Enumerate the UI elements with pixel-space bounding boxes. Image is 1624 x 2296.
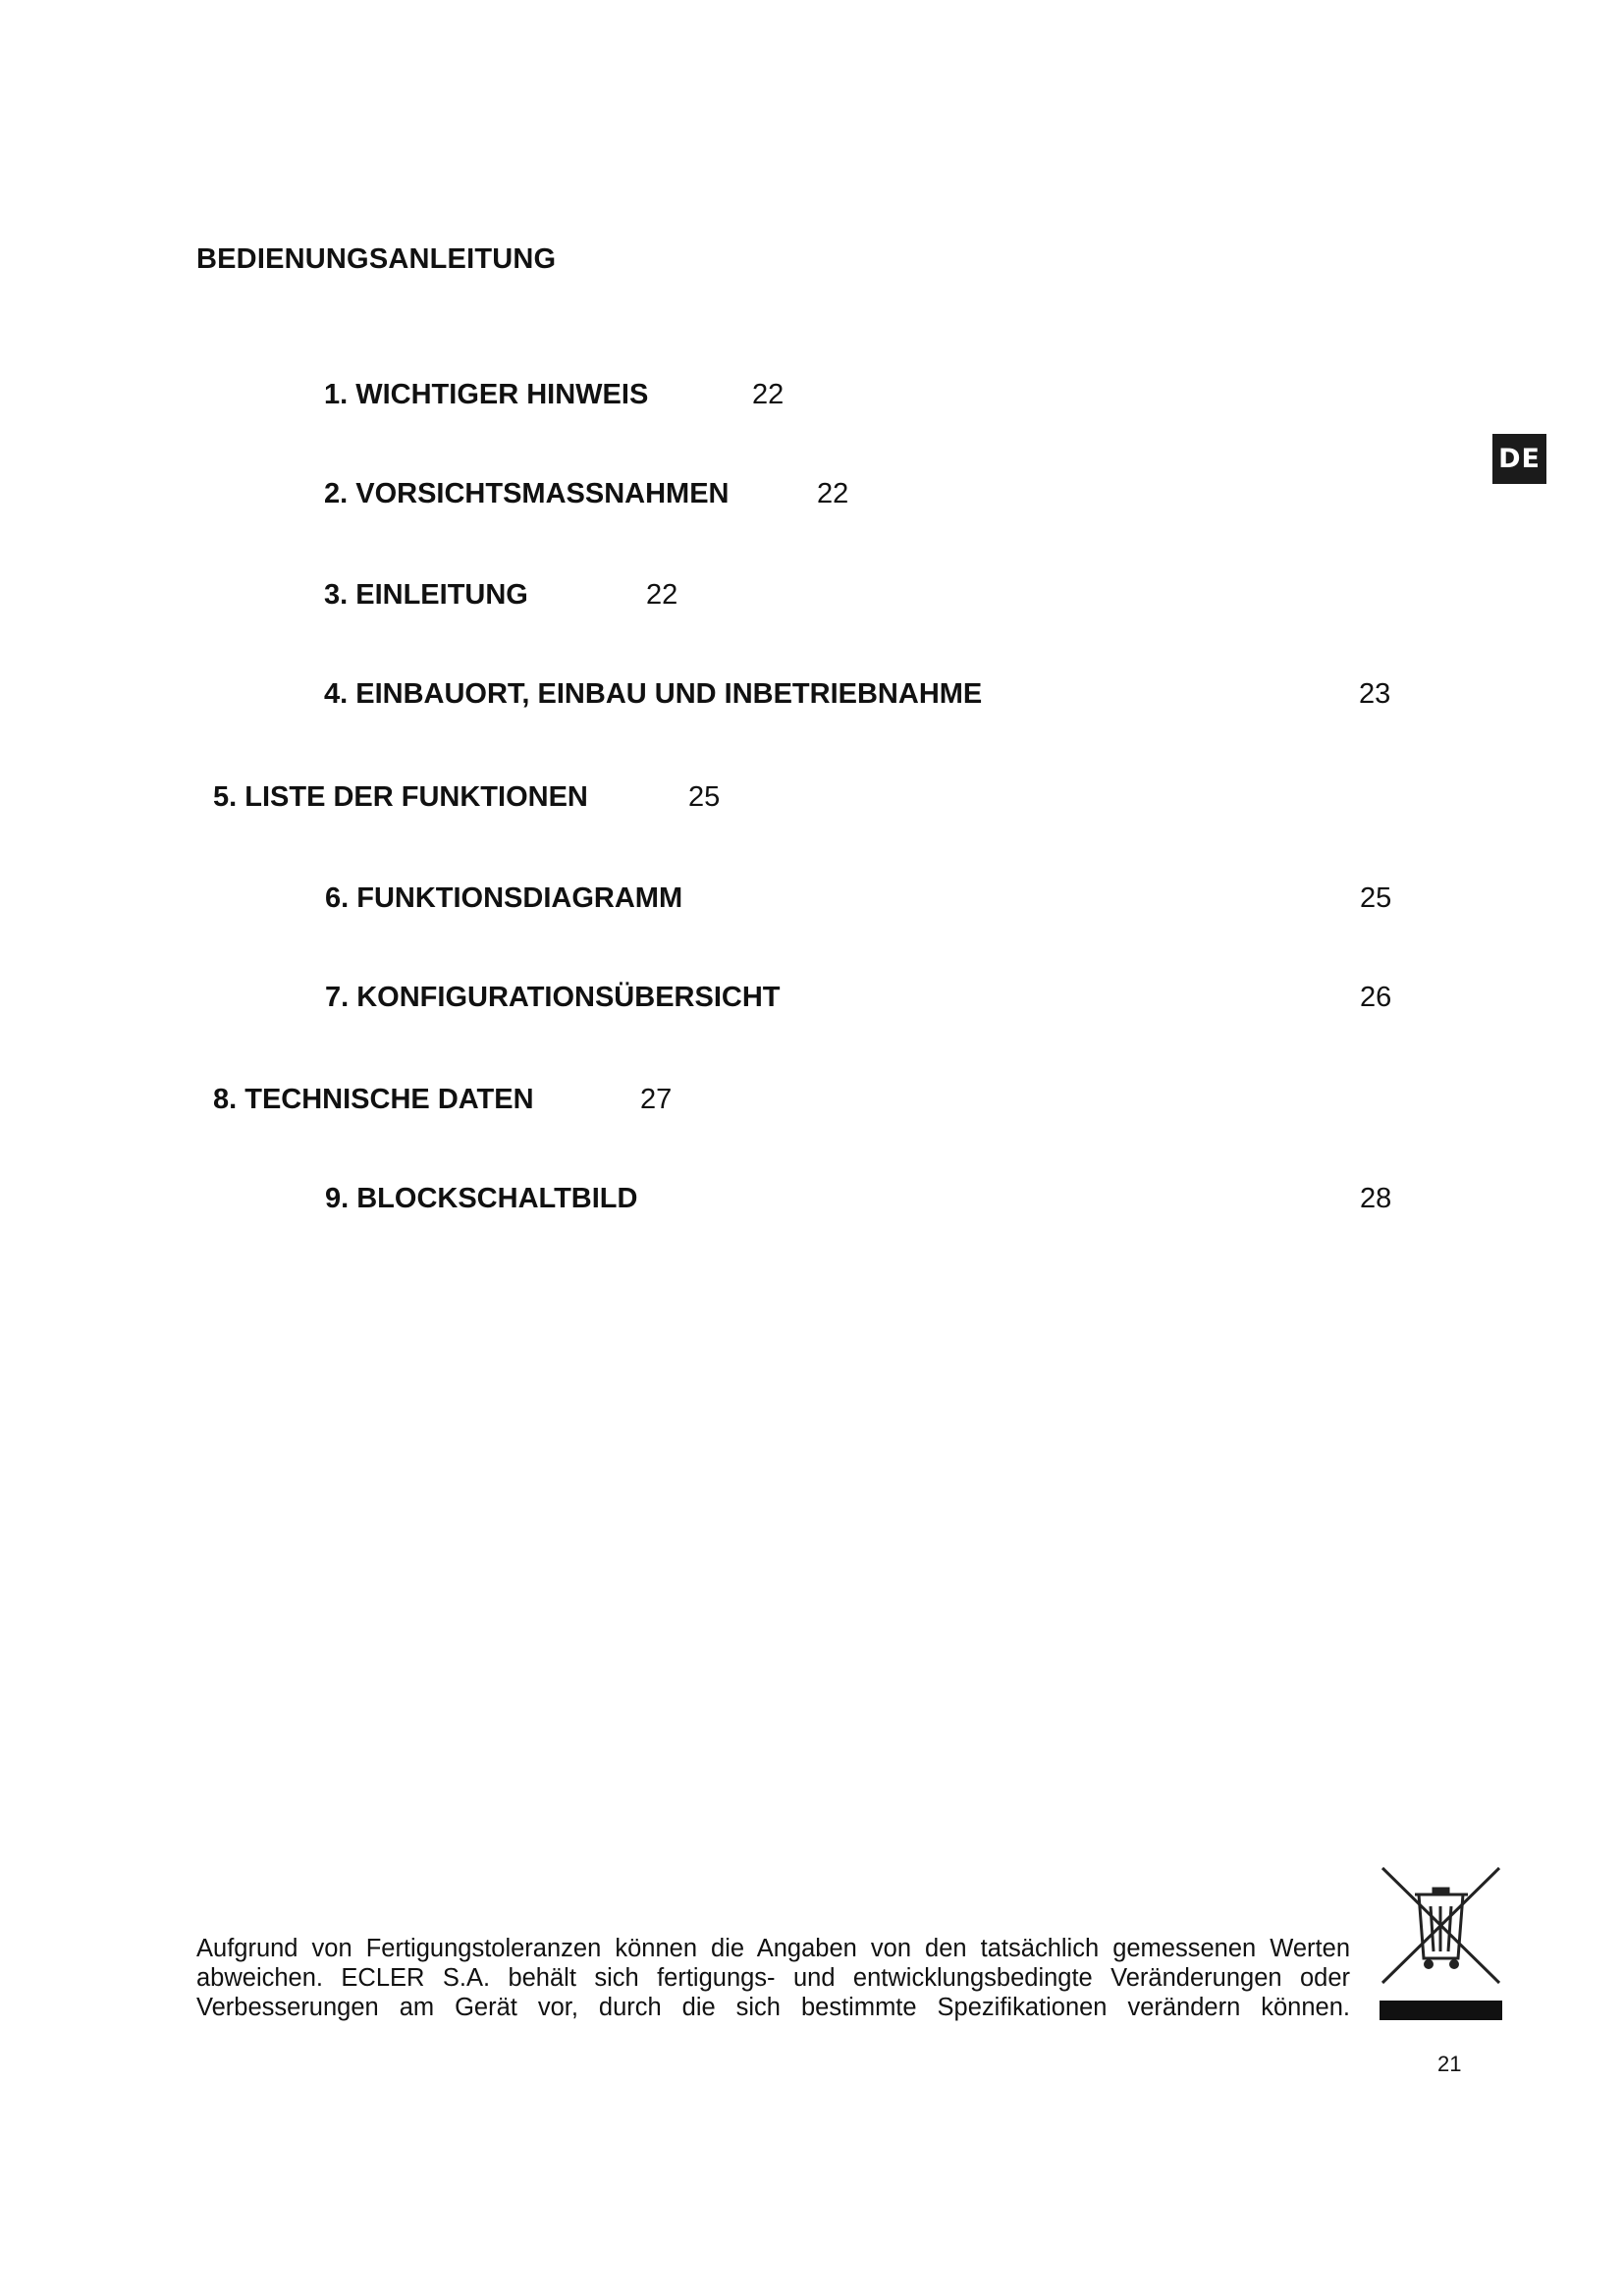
- disclaimer-line: Verbesserungen am Gerät vor, durch die sich bestimmte Spezifikationen verändern können.: [196, 1994, 1350, 2021]
- toc-entry-6[interactable]: [325, 882, 1405, 922]
- crossed-out-wheelie-bin-icon: [1380, 1865, 1502, 2022]
- toc-entry-page: 25: [1360, 882, 1392, 914]
- toc-entry-8[interactable]: [213, 1084, 704, 1123]
- toc-entry-page: 26: [1360, 982, 1392, 1013]
- toc-entry-label: 9. BLOCKSCHALTBILD: [325, 1183, 638, 1214]
- toc-entry-page: 27: [640, 1084, 673, 1115]
- toc-entry-page: 25: [688, 781, 721, 813]
- toc-entry-page: 28: [1360, 1183, 1392, 1214]
- toc-entry-5[interactable]: [213, 781, 763, 821]
- toc-entry-page: 22: [646, 579, 678, 611]
- toc-entry-label: 1. WICHTIGER HINWEIS: [324, 379, 649, 410]
- toc-entry-2[interactable]: [324, 478, 874, 517]
- language-badge: DE: [1492, 434, 1546, 484]
- disclaimer-line: abweichen. ECLER S.A. behält sich fertigungs- und entwicklungsbedingte Veränderungen oder: [196, 1964, 1350, 1992]
- toc-entry-label: 8. TECHNISCHE DATEN: [213, 1084, 534, 1115]
- toc-entry-label: 2. VORSICHTSMASSNAHMEN: [324, 478, 730, 509]
- disclaimer-line: Aufgrund von Fertigungstoleranzen können die Angaben von den tatsächlich gemessenen Werten: [196, 1935, 1350, 1962]
- toc-entry-label: 4. EINBAUORT, EINBAU UND INBETRIEBNAHME: [324, 678, 983, 710]
- toc-entry-label: 7. KONFIGURATIONSÜBERSICHT: [325, 982, 781, 1013]
- toc-entry-label: 3. EINLEITUNG: [324, 579, 528, 611]
- toc-entry-page: 23: [1359, 678, 1391, 710]
- page-number: 21: [1437, 2052, 1462, 2076]
- toc-entry-page: 22: [817, 478, 849, 509]
- toc-entry-1[interactable]: [324, 379, 815, 418]
- toc-entry-7[interactable]: [325, 982, 1405, 1021]
- disclaimer-text: [196, 1934, 1350, 2022]
- document-heading: BEDIENUNGSANLEITUNG: [196, 243, 557, 275]
- toc-entry-3[interactable]: [324, 579, 717, 618]
- toc-entry-label: 6. FUNKTIONSDIAGRAMM: [325, 882, 683, 914]
- toc-entry-label: 5. LISTE DER FUNKTIONEN: [213, 781, 588, 813]
- toc-entry-4[interactable]: [324, 678, 1404, 718]
- toc-entry-page: 22: [752, 379, 785, 410]
- toc-entry-9[interactable]: [325, 1183, 1405, 1222]
